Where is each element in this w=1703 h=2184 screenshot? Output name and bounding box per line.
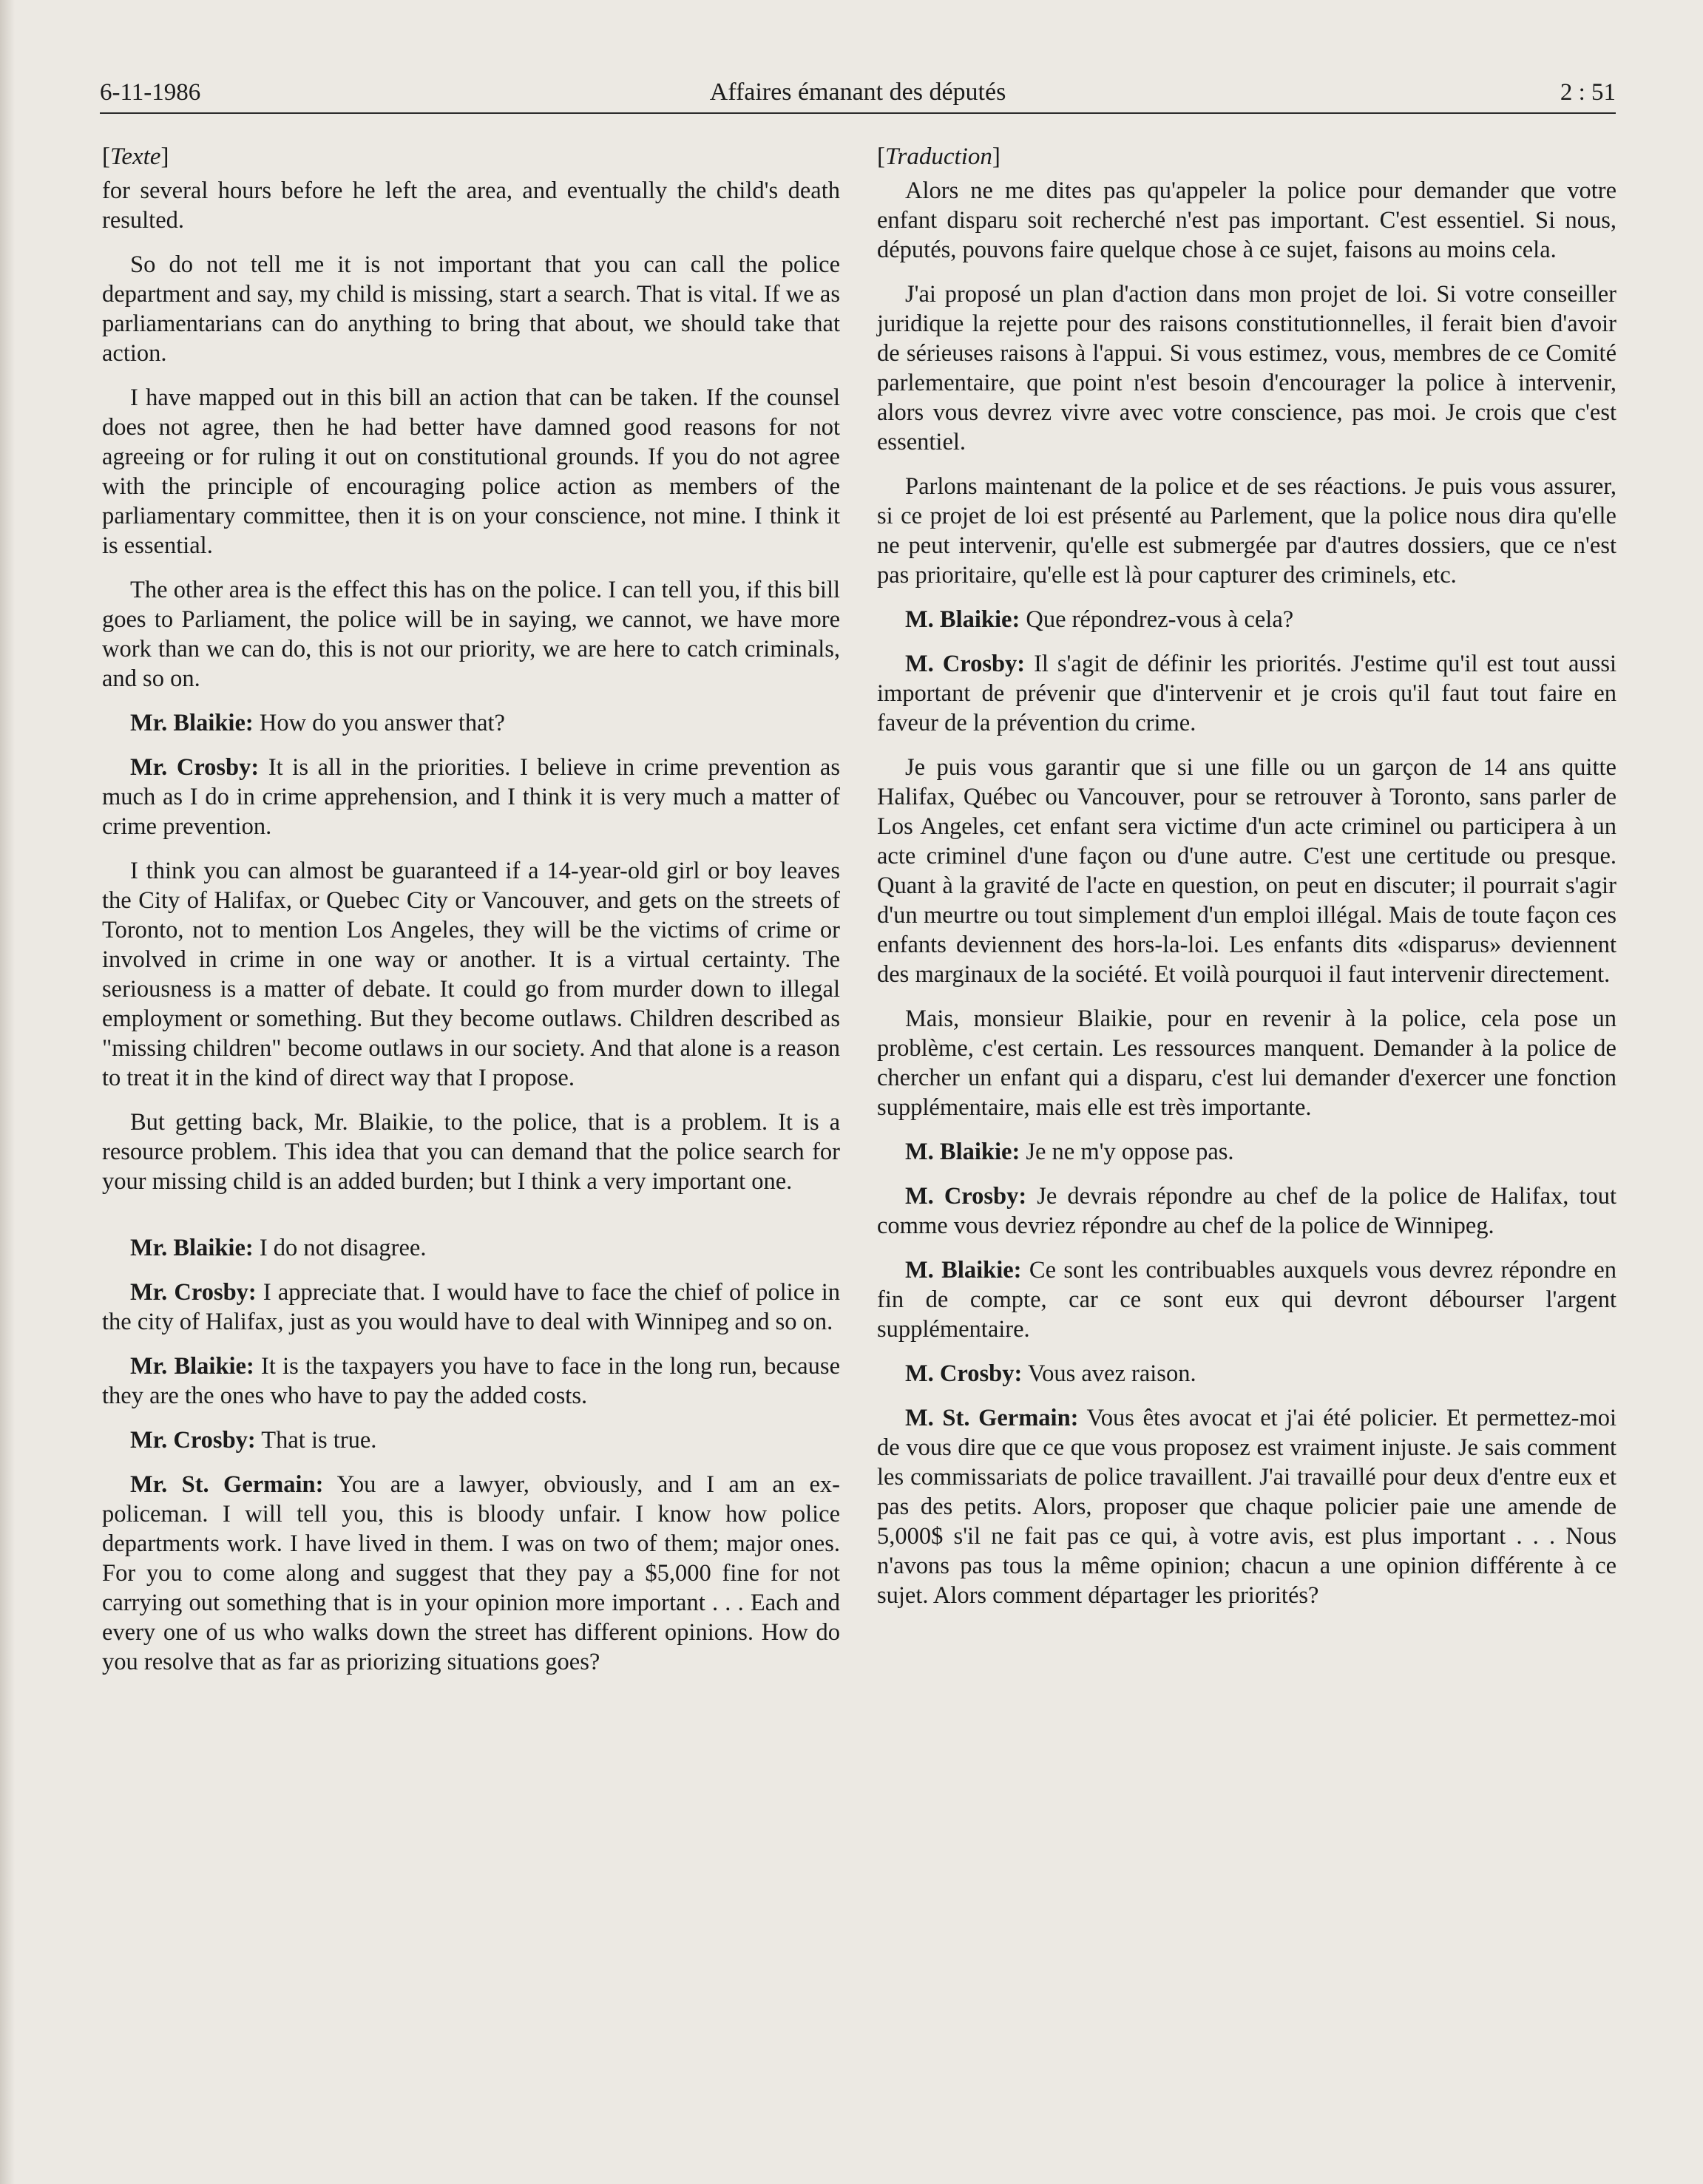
french-column-label: [Traduction] <box>877 143 1001 170</box>
english-column <box>102 140 840 1692</box>
page-header <box>100 68 1616 114</box>
speaker-name: M. Crosby: <box>905 1360 1023 1387</box>
speaker-turn: Mr. Blaikie: How do you answer that? <box>130 710 505 736</box>
header-date: 6-11-1986 <box>100 79 201 106</box>
speaker-name: Mr. Crosby: <box>130 754 260 781</box>
header-page-number: 2 : 51 <box>1560 79 1616 106</box>
paragraph: So do not tell me it is not important that you can call the police department and say, my child is missing, start a search. That is vital. If we as parliamentarians can do anything to bring that about, we should take that action. <box>102 251 840 367</box>
speaker-turn: Mr. St. Germain: You are a lawyer, obviously, and I am an ex-policeman. I will tell you, this is bloody unfair. I know how police departments work. I have lived in them. I was on two of them; major ones. For you to come along and suggest that they pay a $5,000 fine for not carrying out something that is in your opinion more important . . . Each and every one of us who walks down the street has different opinions. How do you resolve that as far as priorizing situations goes? <box>102 1471 840 1675</box>
speaker-turn: M. Blaikie: Je ne m'y oppose pas. <box>905 1139 1234 1165</box>
speaker-turn: M. St. Germain: Vous êtes avocat et j'ai été policier. Et permettez-moi de vous dire que ce que vous proposez est vraiment injuste. Je sais comment les commissariats de police travaillent. J'ai travaillé pour deux d'entre eux et pas des petits. Alors, proposer que chaque policier paie une amende de 5,000$ s'il ne fait pas ce qui, à votre avis, est plus important . . . Nous n'avons pas tous la même opinion; chacun a une opinion différente à ce sujet. Alors comment départager les priorités? <box>877 1405 1617 1609</box>
speaker-name: M. Blaikie: <box>905 606 1020 633</box>
speaker-name: M. Crosby: <box>905 651 1026 677</box>
speaker-turn: Mr. Crosby: That is true. <box>130 1427 377 1454</box>
paragraph: I think you can almost be guaranteed if a 14-year-old girl or boy leaves the City of Halifax, or Quebec City or Vancouver, and gets on the streets of Toronto, not to mention Los Angeles, they will be the victims of crime or involved in crime in one way or another. It is a virtual certainty. The seriousness is a matter of debate. It could go from murder down to illegal employment or something. But they become outlaws. Children described as "missing children" become outlaws in our society. And that alone is a reason to treat it in the kind of direct way that I propose. <box>102 858 840 1091</box>
speaker-turn: M. Crosby: Il s'agit de définir les priorités. J'estime qu'il est tout aussi important de prévenir que d'intervenir et je crois qu'il faut tout faire en faveur de la prévention du crime. <box>877 651 1617 736</box>
speaker-name: M. Blaikie: <box>905 1257 1022 1283</box>
speaker-name: M. Blaikie: <box>905 1139 1020 1165</box>
speaker-name: Mr. Crosby: <box>130 1427 256 1454</box>
speaker-name: Mr. Crosby: <box>130 1279 257 1306</box>
paragraph: Mais, monsieur Blaikie, pour en revenir à la police, cela pose un problème, c'est certain. Les ressources manquent. Demander à la police de chercher un enfant qui a disparu, c'est lui demander d'exercer une fonction supplémentaire, mais elle est très importante. <box>877 1005 1616 1121</box>
page-edge-shadow <box>0 0 15 2184</box>
speaker-name: Mr. St. Germain: <box>130 1471 324 1498</box>
speaker-turn: Mr. Blaikie: It is the taxpayers you have to face in the long run, because they are the ones who have to pay the added costs. <box>102 1353 841 1409</box>
paragraph: But getting back, Mr. Blaikie, to the police, that is a problem. It is a resource problem. This idea that you can demand that the police search for your missing child is an added burden; but I think a very important one. <box>102 1109 840 1195</box>
speaker-name: Mr. Blaikie: <box>130 1353 254 1380</box>
speaker-turn: M. Crosby: Je devrais répondre au chef de la police de Halifax, tout comme vous devriez répondre au chef de la police de Winnipeg. <box>877 1183 1617 1239</box>
paragraph: Parlons maintenant de la police et de ses réactions. Je puis vous assurer, si ce projet de loi est présenté au Parlement, que la police nous dira qu'elle ne peut intervenir, qu'elle est submergée par d'autres dossiers, que ce n'est pas prioritaire, qu'elle est là pour capturer des criminels, etc. <box>877 473 1616 589</box>
speaker-turn: Mr. Crosby: I appreciate that. I would have to face the chief of police in the city of Halifax, just as you would have to deal with Winnipeg and so on. <box>102 1279 840 1335</box>
paragraph: Je puis vous garantir que si une fille ou un garçon de 14 ans quitte Halifax, Québec ou Vancouver, pour se retrouver à Toronto, sans parler de Los Angeles, cet enfant sera victime d'un acte criminel ou participera à un acte criminel d'une façon ou d'une autre. C'est une certitude ou presque. Quant à la gravité de l'acte en question, on peut en discuter; il pourrait s'agir d'un meurtre ou tout simplement d'un emploi illégal. Mais de toute façon ces enfants deviennent des hors-la-loi. Les enfants dits «disparus» deviennent des marginaux de la société. Et voilà pourquoi il faut intervenir directement. <box>877 754 1616 988</box>
paragraph: I have mapped out in this bill an action that can be taken. If the counsel does not agree, then he had better have damned good reasons for not agreeing or for ruling it out on constitutional grounds. If you do not agree with the principle of encouraging police action as members of the parliamentary committee, then it is on your conscience, not mine. I think it is essential. <box>102 384 840 559</box>
paragraph: J'ai proposé un plan d'action dans mon projet de loi. Si votre conseiller juridique la rejette pour des raisons constitutionnelles, il ferait bien d'avoir de sérieuses raisons à l'appui. Si vous estimez, vous, membres de ce Comité parlementaire, que point n'est besoin d'encourager la police à intervenir, alors vous devrez vivre avec votre conscience, pas moi. Je crois que c'est essentiel. <box>877 281 1616 455</box>
speaker-turn: M. Blaikie: Que répondrez-vous à cela? <box>905 606 1294 633</box>
paragraph: for several hours before he left the area, and eventually the child's death resulted. <box>102 177 840 234</box>
speaker-turn: M. Blaikie: Ce sont les contribuables auxquels vous devrez répondre en fin de compte, car ce sont eux qui devront débourser l'argent supplémentaire. <box>877 1257 1617 1343</box>
speaker-name: M. Crosby: <box>905 1183 1027 1210</box>
speaker-name: Mr. Blaikie: <box>130 710 254 736</box>
speaker-turn: Mr. Crosby: It is all in the priorities. I believe in crime prevention as much as I do in crime apprehension, and I think it is very much a matter of crime prevention. <box>102 754 841 840</box>
speaker-name: M. St. Germain: <box>905 1405 1079 1431</box>
spacer <box>102 1211 840 1233</box>
paragraph: The other area is the effect this has on the police. I can tell you, if this bill goes to Parliament, the police will be in saying, we cannot, we have more work than we can do, this is not our priority, we are here to catch criminals, and so on. <box>102 577 840 692</box>
french-column <box>877 140 1616 1625</box>
speaker-turn: M. Crosby: Vous avez raison. <box>905 1360 1196 1387</box>
paragraph: Alors ne me dites pas qu'appeler la police pour demander que votre enfant disparu soit recherché n'est pas important. C'est essentiel. Si nous, députés, pouvons faire quelque chose à ce sujet, faisons au moins cela. <box>877 177 1616 263</box>
speaker-name: Mr. Blaikie: <box>130 1235 254 1261</box>
english-column-label: [Texte] <box>102 143 169 170</box>
speaker-turn: Mr. Blaikie: I do not disagree. <box>130 1235 427 1261</box>
header-title: Affaires émanant des députés <box>709 78 1006 106</box>
